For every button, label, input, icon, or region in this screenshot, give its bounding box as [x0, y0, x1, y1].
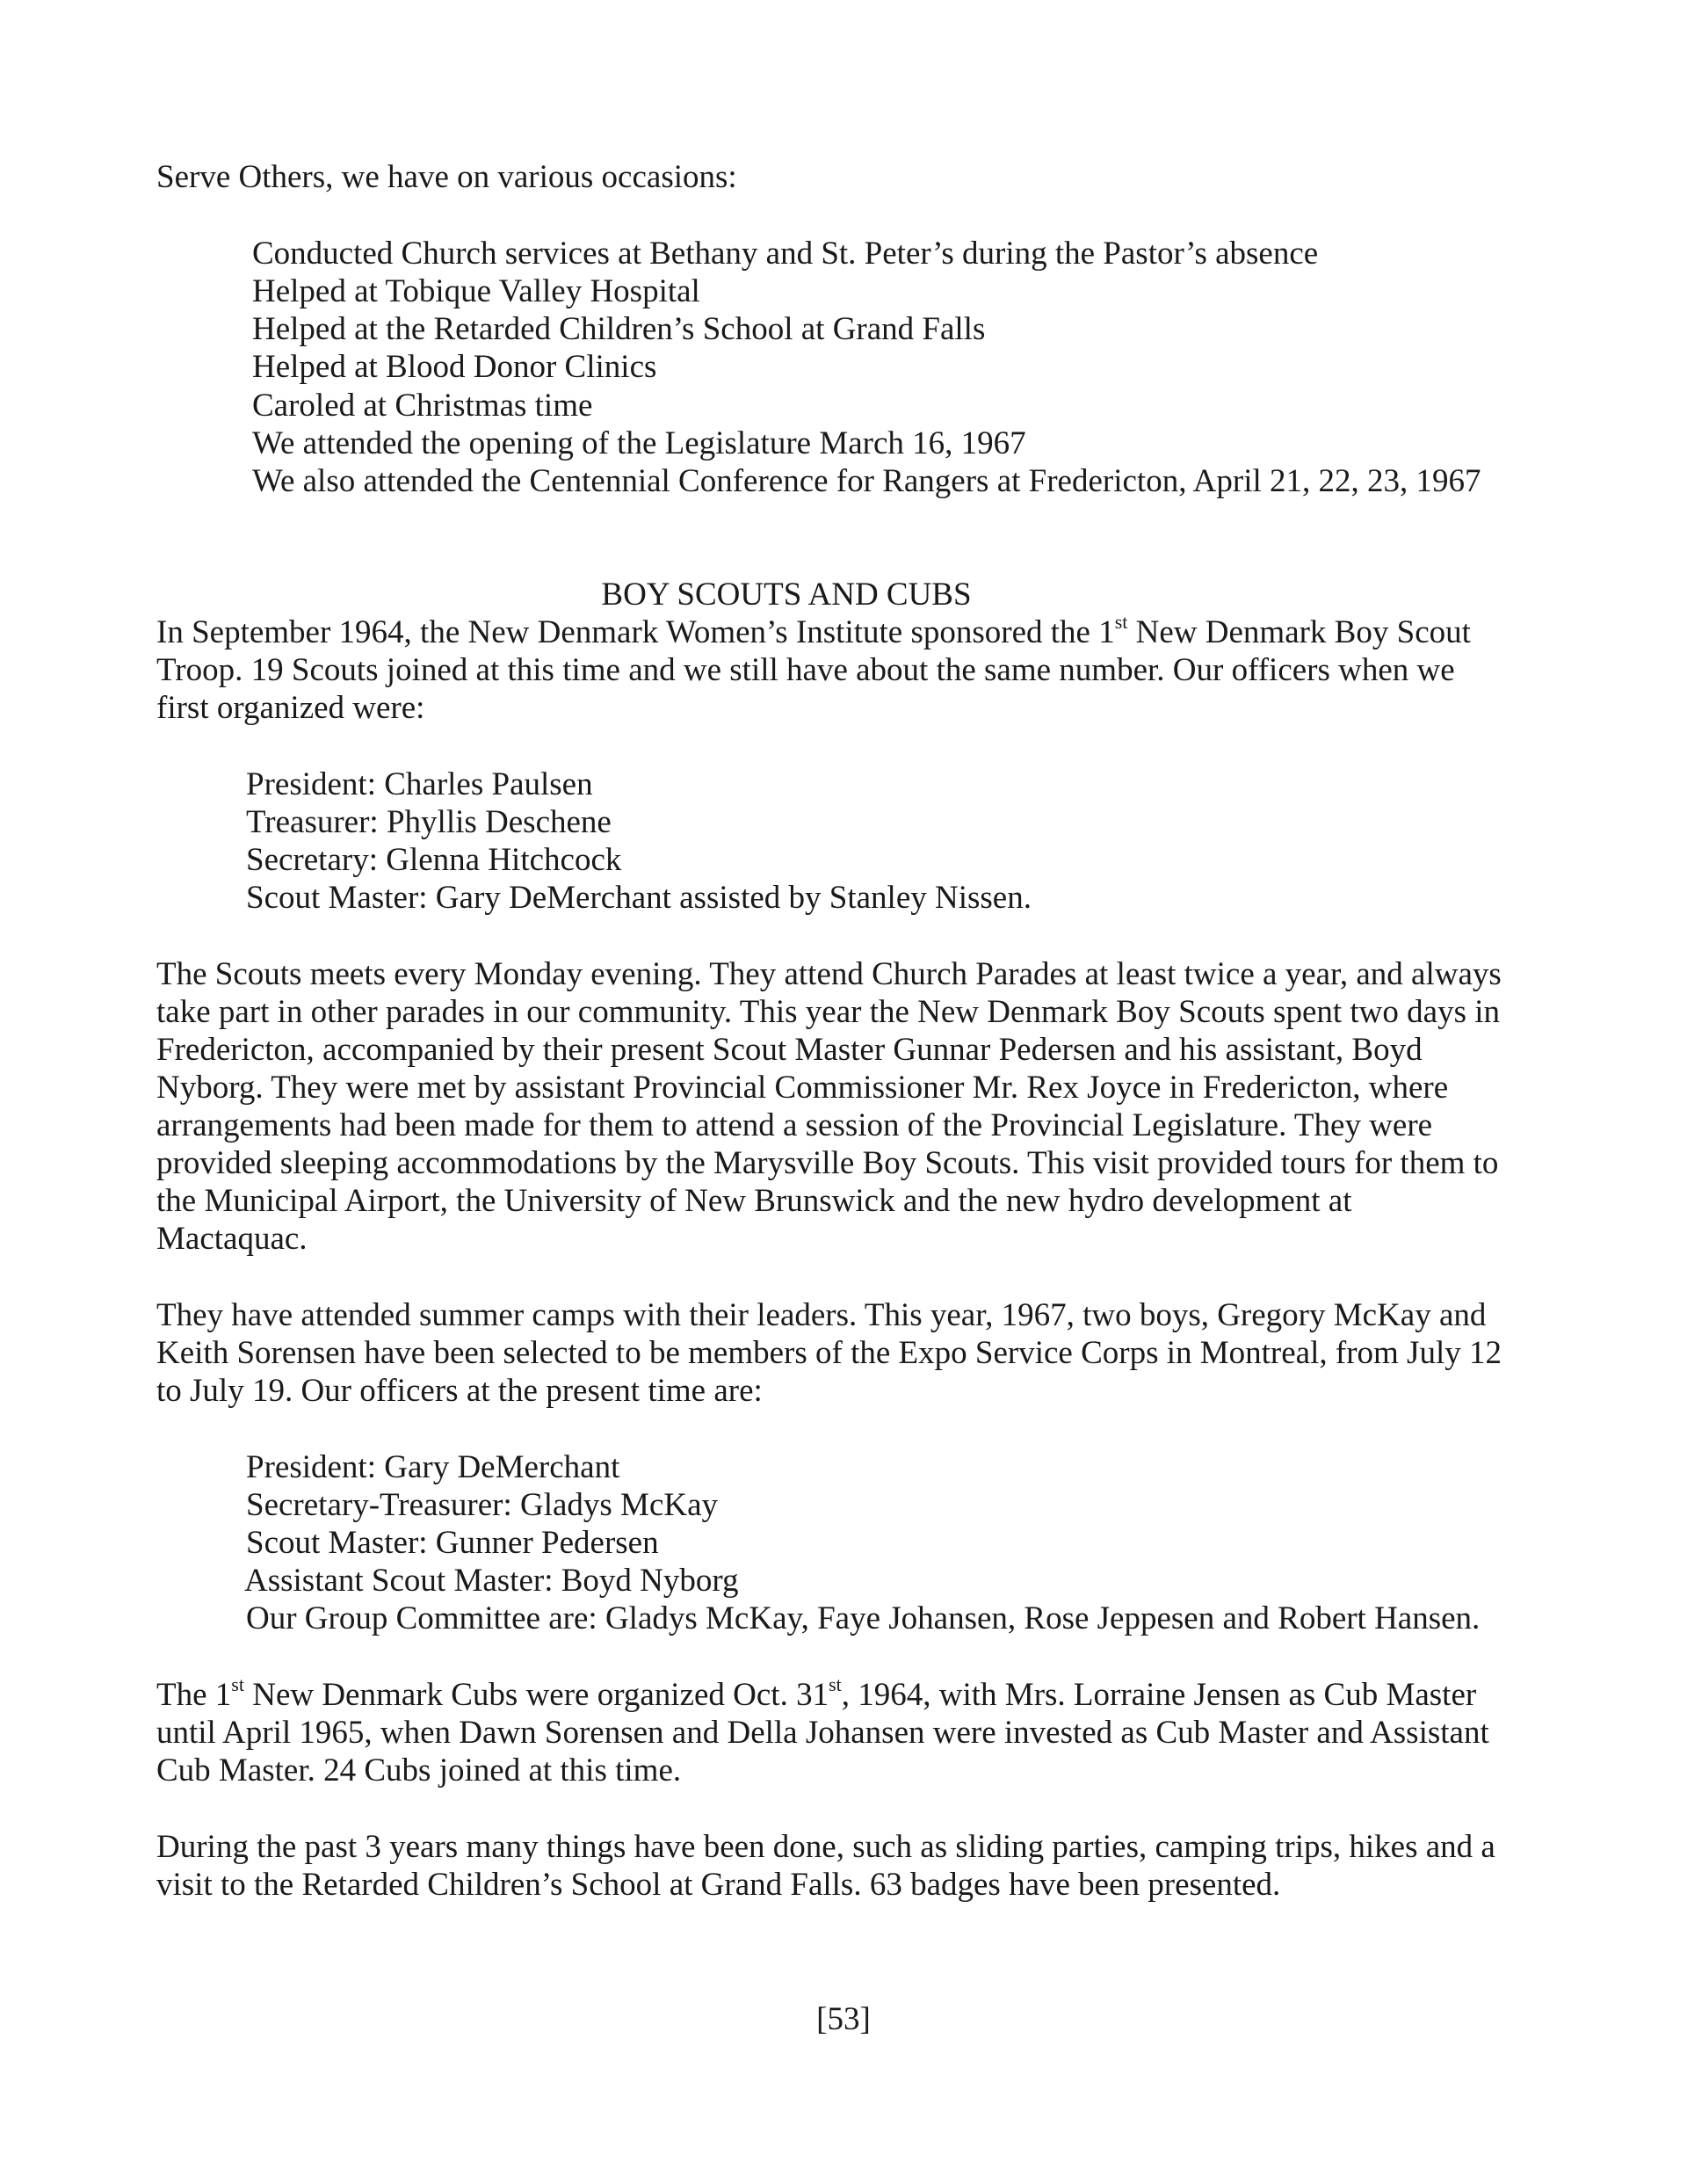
paragraph-line: Cub Master. 24 Cubs joined at this time. [156, 1752, 682, 1789]
paragraph-line: the Municipal Airport, the University of New Brunswick and the new hydro development at [156, 1183, 1352, 1219]
paragraph-line: Fredericton, accompanied by their present Scout Master Gunnar Pedersen and his assistant, Boyd [156, 1032, 1423, 1068]
paragraph-line: Troop. 19 Scouts joined at this time and we still have about the same number. Our officers when we [156, 652, 1455, 688]
list-item: We attended the opening of the Legislature March 16, 1967 [252, 425, 1026, 461]
page-number: [53] [816, 2001, 871, 2037]
paragraph-line: provided sleeping accommodations by the Marysville Boy Scouts. This visit provided tours for them to [156, 1145, 1499, 1181]
paragraph-line: arrangements had been made for them to attend a session of the Provincial Legislature. They were [156, 1107, 1433, 1143]
paragraph-line: to July 19. Our officers at the present time are: [156, 1373, 763, 1409]
paragraph-line: The 1st New Denmark Cubs were organized Oct. 31st, 1964, with Mrs. Lorraine Jensen as Cub Master [156, 1672, 1477, 1713]
section-heading: BOY SCOUTS AND CUBS [601, 577, 972, 613]
paragraph-line: take part in other parades in our community. This year the New Denmark Boy Scouts spent two days in [156, 994, 1500, 1030]
list-item: We also attended the Centennial Conference for Rangers at Fredericton, April 21, 22, 23, 1967 [252, 463, 1481, 499]
list-item: Our Group Committee are: Gladys McKay, Faye Johansen, Rose Jeppesen and Robert Hansen. [246, 1600, 1481, 1636]
list-item: Scout Master: Gary DeMerchant assisted by Stanley Nissen. [246, 880, 1032, 916]
paragraph-line: Mactaquac. [156, 1221, 308, 1257]
list-item: Helped at Tobique Valley Hospital [252, 273, 700, 309]
paragraph-line: The Scouts meets every Monday evening. They attend Church Parades at least twice a year, and always [156, 956, 1502, 992]
list-item: President: Charles Paulsen [246, 766, 593, 802]
list-item: Helped at Blood Donor Clinics [252, 349, 657, 385]
paragraph-line: until April 1965, when Dawn Sorensen and Della Johansen were invested as Cub Master and Assistant [156, 1715, 1489, 1751]
intro-line: Serve Others, we have on various occasions: [156, 159, 737, 195]
list-item: Helped at the Retarded Children’s School at Grand Falls [252, 311, 986, 347]
list-item: Secretary: Glenna Hitchcock [246, 842, 622, 878]
list-item: President: Gary DeMerchant [246, 1449, 620, 1485]
paragraph-line: first organized were: [156, 690, 425, 726]
paragraph-line: In September 1964, the New Denmark Women’s Institute sponsored the 1st New Denmark Boy Scout [156, 610, 1471, 650]
list-item: Caroled at Christmas time [252, 388, 593, 424]
list-item: Secretary-Treasurer: Gladys McKay [246, 1487, 719, 1523]
list-item: Scout Master: Gunner Pedersen [246, 1525, 659, 1561]
list-item: Conducted Church services at Bethany and St. Peter’s during the Pastor’s absence [252, 236, 1319, 272]
paragraph-line: During the past 3 years many things have been done, such as sliding parties, camping trips, hikes and a [156, 1829, 1495, 1865]
list-item: Treasurer: Phyllis Deschene [246, 804, 612, 840]
paragraph-line: Keith Sorensen have been selected to be members of the Expo Service Corps in Montreal, from July 12 [156, 1335, 1502, 1371]
paragraph-line: visit to the Retarded Children’s School at Grand Falls. 63 badges have been presented. [156, 1867, 1281, 1903]
paragraph-line: They have attended summer camps with their leaders. This year, 1967, two boys, Gregory McKay and [156, 1297, 1487, 1333]
list-item: Assistant Scout Master: Boyd Nyborg [244, 1563, 739, 1599]
paragraph-line: Nyborg. They were met by assistant Provincial Commissioner Mr. Rex Joyce in Fredericton, where [156, 1070, 1449, 1106]
